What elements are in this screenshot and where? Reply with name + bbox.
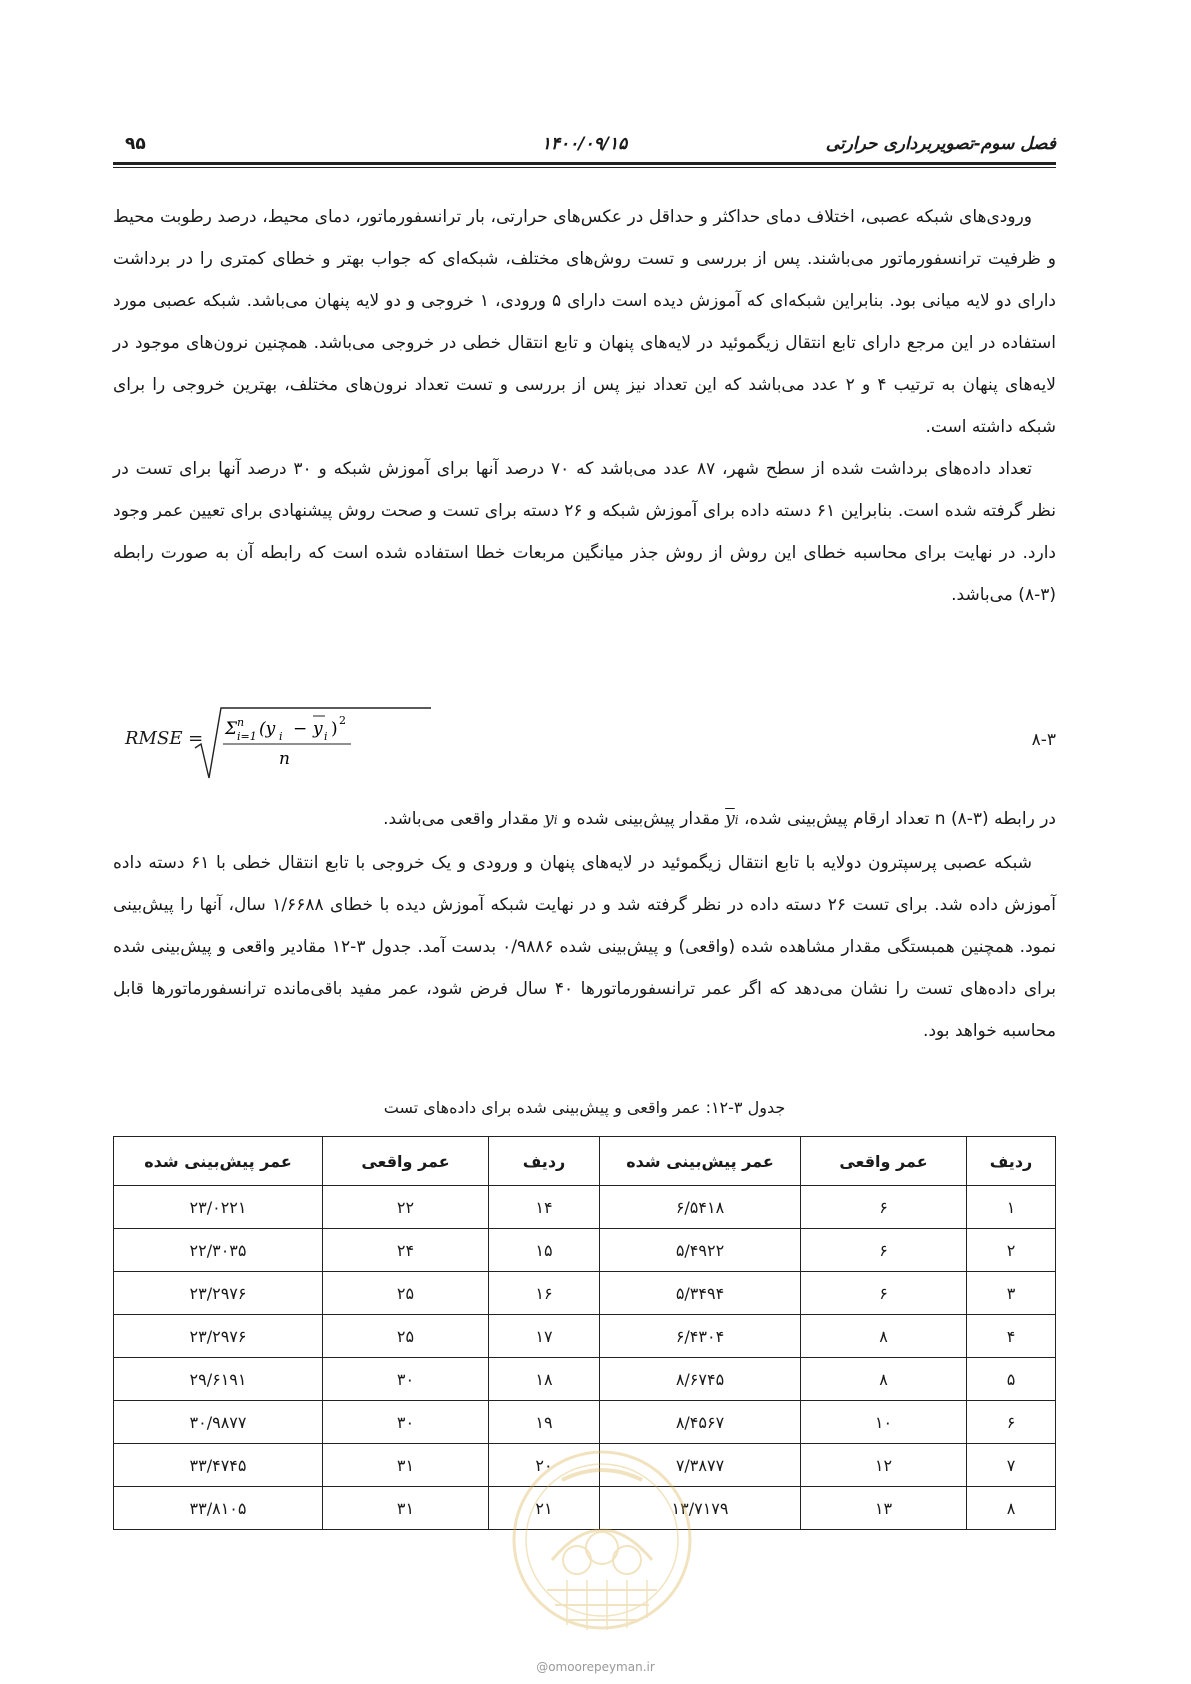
table-cell: ۲۳/۲۹۷۶ xyxy=(114,1272,323,1315)
table-cell: ۱۳ xyxy=(801,1487,967,1530)
header-divider-thin xyxy=(113,167,1056,168)
table-cell: ۵/۴۹۲۲ xyxy=(600,1229,801,1272)
table-cell: ۲ xyxy=(967,1229,1056,1272)
watermark-site: @omoorepeyman.ir xyxy=(536,1660,655,1674)
svg-text:y: y xyxy=(313,719,323,739)
table-cell: ۱۶ xyxy=(489,1272,600,1315)
table-caption: جدول ۳-۱۲: عمر واقعی و پیش‌بینی شده برای داده‌های تست xyxy=(383,1098,786,1117)
y-bar-subscript: i xyxy=(734,813,739,827)
svg-text:2: 2 xyxy=(339,714,346,727)
page-number: ۹۵ xyxy=(125,134,146,154)
equation-number: ۸-۳ xyxy=(1031,730,1056,750)
header-actual-age-2: عمر واقعی xyxy=(323,1137,489,1186)
table-cell: ۴ xyxy=(967,1315,1056,1358)
table-cell: ۶/۴۳۰۴ xyxy=(600,1315,801,1358)
svg-text:i: i xyxy=(279,730,283,743)
table-cell: ۳ xyxy=(967,1272,1056,1315)
table-cell: ۲۰ xyxy=(489,1444,600,1487)
table-cell: ۱۴ xyxy=(489,1186,600,1229)
paragraph-3: شبکه عصبی پرسپترون دولایه با تابع انتقال زیگموئید در لایه‌های پنهان و ورودی و یک خروجی با تابع انتقال خطی با ۶۱ دسته داده آموزش داده شد. برای تست ۲۶ دسته داده در نظر گرفته شد و در نهایت شبکه آموزش دیده با خطای ۱/۶۶۸۸ سال، آنها را پیش‌بینی نمود. همچنین همبستگی مقدار مشاهده شده (واقعی) و پیش‌بینی شده ۰/۹۸۸۶ بدست آمد. جدول ۳-۱۲ مقادیر واقعی و پیش‌بینی شده برای داده‌های تست را نشان می‌دهد که اگر عمر ترانسفورماتورها ۴۰ سال فرض شود، عمر مفید باقی‌مانده ترانسفورماتورها قابل محاسبه خواهد بود. xyxy=(113,853,1057,1041)
header-divider xyxy=(113,162,1056,165)
explanation-part-2: مقدار پیش‌بینی شده و xyxy=(562,809,720,829)
body-text-upper xyxy=(113,196,1056,616)
svg-text:Σ: Σ xyxy=(225,719,238,739)
table-cell: ۱۲ xyxy=(801,1444,967,1487)
table-cell: ۱۹ xyxy=(489,1401,600,1444)
table-cell: ۲۳/۰۲۲۱ xyxy=(114,1186,323,1229)
header-predicted-age: عمر پیش‌بینی شده xyxy=(600,1137,801,1186)
table-cell: ۵ xyxy=(967,1358,1056,1401)
table-cell: ۶ xyxy=(801,1186,967,1229)
watermark-seal-icon xyxy=(507,1440,697,1650)
table-row xyxy=(114,1186,1056,1229)
table-cell: ۲۲ xyxy=(323,1186,489,1229)
table-cell: ۷/۳۸۷۷ xyxy=(600,1444,801,1487)
table-cell: ۷ xyxy=(967,1444,1056,1487)
svg-text:(y: (y xyxy=(259,719,276,739)
svg-text:n: n xyxy=(279,749,290,769)
table-cell: ۸ xyxy=(967,1487,1056,1530)
y-bar-symbol: y xyxy=(725,809,735,829)
paragraph-2: تعداد داده‌های برداشت شده از سطح شهر، ۸۷ عدد می‌باشد که ۷۰ درصد آنها برای آموزش شبکه و ۳۰ درصد آنها برای تست در نظر گرفته شده است. بنابراین ۶۱ دسته داده برای آموزش شبکه و ۲۶ دسته برای تست و صحت روش پیشنهادی برای تعیین عمر وجود دارد. در نهایت برای محاسبه خطای این روش از روش جذر میانگین مربعات خطا استفاده شده است که رابطه آن به صورت رابطه (۳-۸) می‌باشد. xyxy=(113,459,1056,605)
chapter-title: فصل سوم-تصویربرداری حرارتی xyxy=(825,134,1056,154)
table-cell: ۳۰/۹۸۷۷ xyxy=(114,1401,323,1444)
paragraph-1: ورودی‌های شبکه عصبی، اختلاف دمای حداکثر و حداقل در عکس‌های حرارتی، بار ترانسفورماتور، دمای محیط، درصد رطوبت محیط و ظرفیت ترانسفورماتور می‌باشند. پس از بررسی و تست روش‌های مختلف، شبکه‌ای که جواب بهتر و خطای کمتری را در برداشت دارای دو لایه میانی بود. بنابراین شبکه‌ای که آموزش دیده است دارای ۵ ورودی، ۱ خروجی و دو لایه پنهان می‌باشد. شبکه عصبی مورد استفاده در این مرجع دارای تابع انتقال زیگموئید در لایه‌های پنهان و تابع انتقال خطی در خروجی می‌باشد. همچنین نرون‌های موجود در لایه‌های پنهان به ترتیب ۴ و ۲ عدد می‌باشد که این تعداد نیز پس از بررسی و تست تعداد نرون‌های مختلف، بهترین خروجی را برای شبکه داشته است. xyxy=(113,207,1056,437)
equation-lhs: RMSE = xyxy=(125,728,204,749)
svg-text:n: n xyxy=(237,716,245,729)
table-cell: ۲۱ xyxy=(489,1487,600,1530)
header-actual-age: عمر واقعی xyxy=(801,1137,967,1186)
equation-explanation xyxy=(113,798,1056,841)
table-cell: ۶ xyxy=(801,1229,967,1272)
table-cell: ۲۲/۳۰۳۵ xyxy=(114,1229,323,1272)
table-cell: ۱۰ xyxy=(801,1401,967,1444)
table-cell: ۲۳/۲۹۷۶ xyxy=(114,1315,323,1358)
explanation-part-3: مقدار واقعی می‌باشد. xyxy=(383,809,539,829)
svg-text:i=1: i=1 xyxy=(237,730,257,743)
table-header-row xyxy=(114,1137,1056,1186)
table-cell: ۳۳/۸۱۰۵ xyxy=(114,1487,323,1530)
table-cell: ۱۳/۷۱۷۹ xyxy=(600,1487,801,1530)
table-cell: ۸ xyxy=(801,1315,967,1358)
header-date: ۱۴۰۰/۰۹/۱۵ xyxy=(541,134,628,154)
table-cell: ۵/۳۴۹۴ xyxy=(600,1272,801,1315)
table-cell: ۳۱ xyxy=(323,1444,489,1487)
table-cell: ۳۰ xyxy=(323,1358,489,1401)
table-cell: ۳۱ xyxy=(323,1487,489,1530)
table-row xyxy=(114,1272,1056,1315)
table-cell: ۱ xyxy=(967,1186,1056,1229)
table-cell: ۸/۴۵۶۷ xyxy=(600,1401,801,1444)
table-cell: ۱۸ xyxy=(489,1358,600,1401)
page-header xyxy=(113,128,1056,162)
table-cell: ۶ xyxy=(967,1401,1056,1444)
table-cell: ۲۵ xyxy=(323,1315,489,1358)
equation-formula xyxy=(113,700,473,780)
table-cell: ۳۳/۴۷۴۵ xyxy=(114,1444,323,1487)
table-cell: ۱۷ xyxy=(489,1315,600,1358)
header-row-index: ردیف xyxy=(967,1137,1056,1186)
table-cell: ۶ xyxy=(801,1272,967,1315)
table-cell: ۳۰ xyxy=(323,1401,489,1444)
table-cell: ۲۵ xyxy=(323,1272,489,1315)
table-cell: ۶/۵۴۱۸ xyxy=(600,1186,801,1229)
table-cell: ۲۹/۶۱۹۱ xyxy=(114,1358,323,1401)
table-cell: ۸/۶۷۴۵ xyxy=(600,1358,801,1401)
y-symbol: y xyxy=(544,809,554,829)
header-predicted-age-2: عمر پیش‌بینی شده xyxy=(114,1137,323,1186)
table-row xyxy=(114,1229,1056,1272)
body-text-lower xyxy=(113,842,1056,1052)
table-cell: ۱۵ xyxy=(489,1229,600,1272)
explanation-part-1: در رابطه (۳-۸) n تعداد ارقام پیش‌بینی شده، xyxy=(744,809,1056,829)
table-row xyxy=(114,1358,1056,1401)
svg-text:): ) xyxy=(331,719,338,739)
rmse-equation xyxy=(113,700,1056,780)
header-row-index-2: ردیف xyxy=(489,1137,600,1186)
table-row xyxy=(114,1401,1056,1444)
table-cell: ۸ xyxy=(801,1358,967,1401)
svg-text:i: i xyxy=(324,730,328,743)
table-cell: ۲۴ xyxy=(323,1229,489,1272)
table-row xyxy=(114,1315,1056,1358)
svg-text:−: − xyxy=(293,719,308,739)
y-subscript: i xyxy=(553,813,558,827)
